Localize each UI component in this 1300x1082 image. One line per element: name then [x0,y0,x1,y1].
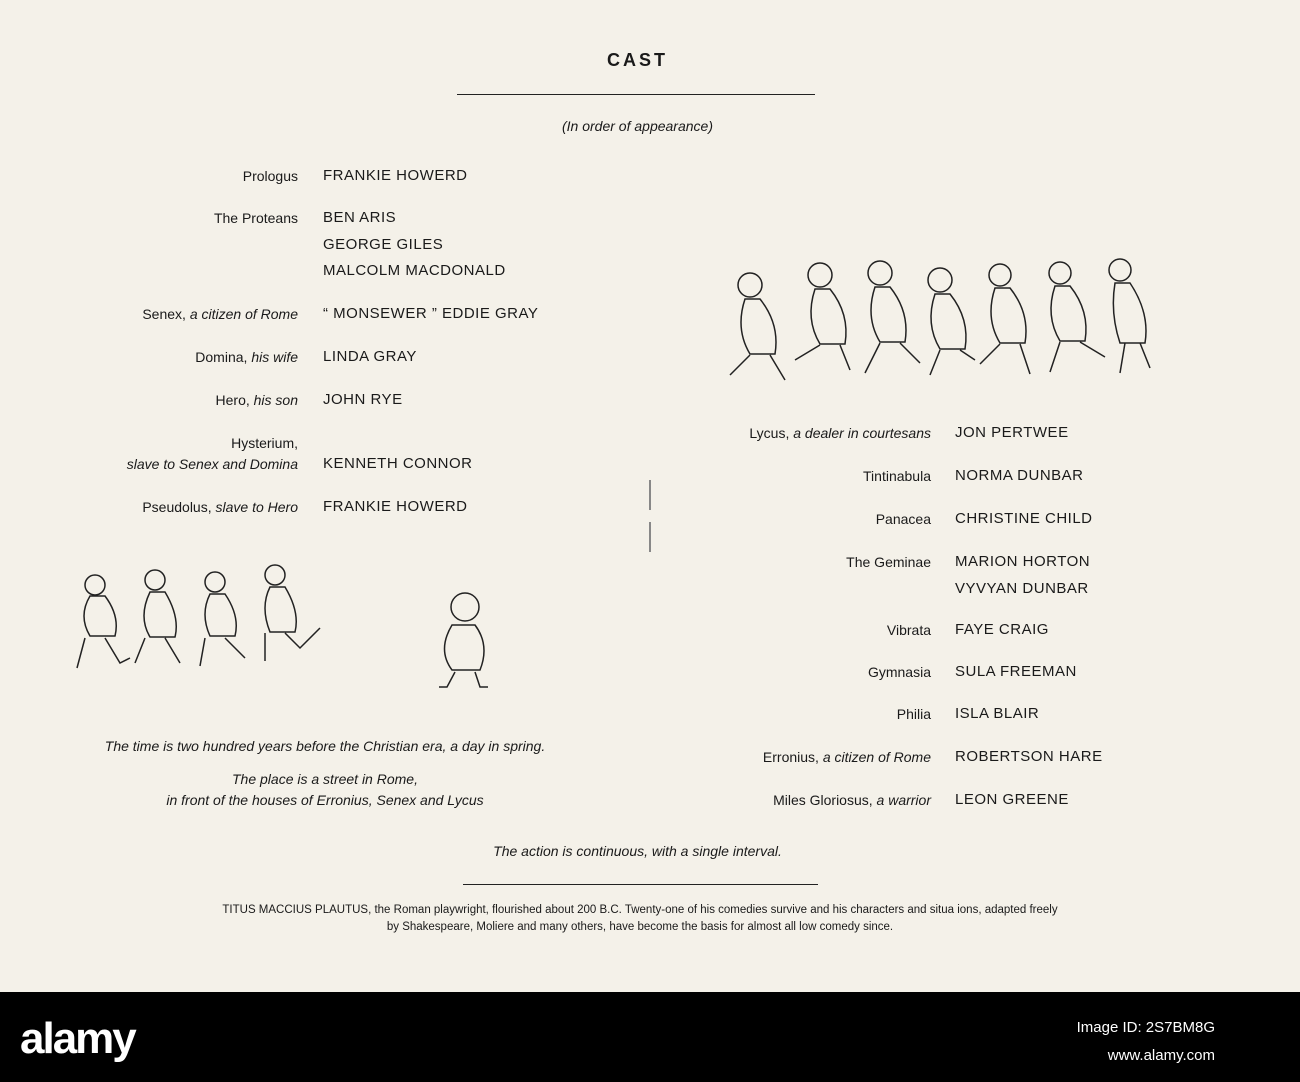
cast-role [142,497,298,518]
image-id: Image ID: 2S7BM8G [1076,1019,1215,1036]
role-name: Senex, [142,306,190,322]
actor-name: JOHN RYE [323,391,403,408]
cast-role [142,304,298,325]
role-name: Pseudolus, [142,499,216,515]
actor-name: SULA FREEMAN [955,663,1077,680]
footnote [110,902,1170,936]
role-name: The Geminae [846,554,931,570]
dancing-figures-left-illustration [70,560,330,700]
actor-name: BEN ARIS [323,209,397,226]
cast-role [763,747,931,768]
footnote-line-1: TITUS MACCIUS PLAUTUS, the Roman playwright, flourished about 200 B.C. Twenty-one of his comedies survive and his characters and situa ions, adapted freely [222,904,1058,916]
title-divider [457,94,815,95]
cast-role [195,347,298,368]
alamy-logo: alamy [20,1014,135,1063]
role-name: Hero, [215,392,254,408]
cast-role [749,423,931,444]
cast-role [846,552,931,573]
cast-role [887,620,931,641]
role-name: Vibrata [886,622,931,638]
watermark-banner [0,992,1300,1082]
cast-role [127,433,298,475]
actor-name: LEON GREENE [955,791,1069,808]
actor-name: “ MONSEWER ” EDDIE GRAY [323,305,539,322]
actor-name: FRANKIE HOWERD [323,167,468,184]
place-note-line-1: The place is a street in Rome, [232,771,418,787]
role-name: Gymnasia [867,664,931,680]
staple [649,480,651,510]
role-name: Domina, [195,349,252,365]
actor-name: CHRISTINE CHILD [955,510,1093,527]
site-url[interactable]: www.alamy.com [1107,1047,1215,1064]
actor-name: FAYE CRAIG [955,621,1049,638]
image-info [1077,1014,1215,1070]
role-name: Panacea [875,511,931,527]
actor-name: NORMA DUNBAR [955,467,1084,484]
role-name: Philia [896,706,931,722]
actor-name: JON PERTWEE [955,424,1069,441]
actor-name: ROBERTSON HARE [955,748,1103,765]
actor-name: FRANKIE HOWERD [323,498,468,515]
role-name: Tintinabula [863,468,931,484]
actor-name: VYVYAN DUNBAR [955,579,1089,597]
staple [649,522,651,552]
role-description: a citizen of Rome [189,306,298,322]
cast-role [897,704,931,725]
actor-name: KENNETH CONNOR [323,455,473,472]
footer-divider [463,884,818,885]
cast-role [876,509,931,530]
role-description: his son [253,392,298,408]
role-name: Hysterium, [231,435,298,451]
place-note-line-2: in front of the houses of Erronius, Senex and Lycus [166,792,484,808]
role-description: a warrior [876,792,931,808]
actor-name: ISLA BLAIR [955,705,1040,722]
cast-role [863,466,931,487]
footnote-line-2: by Shakespeare, Moliere and many others, have become the basis for almost all low comedy since. [386,921,894,933]
actor-name: LINDA GRAY [323,348,417,365]
actor-name: MARION HORTON [955,553,1091,570]
role-name: Prologus [242,168,298,184]
role-description: his wife [251,349,298,365]
cast-role [773,790,931,811]
action-note: The action is continuous, with a single interval. [493,843,782,859]
time-note: The time is two hundred years before the Christian era, a day in spring. [104,738,546,754]
cast-role [868,662,931,683]
page-title: CAST [607,50,668,70]
role-description: slave to Senex and Domina [126,456,298,472]
small-figure-illustration [430,585,500,695]
role-name: The Proteans [213,210,298,226]
role-name: Erronius, [762,749,823,765]
cast-role [214,208,298,229]
actor-name: GEORGE GILES [323,235,444,253]
role-description: a dealer in courtesans [793,425,931,441]
role-description: slave to Hero [215,499,298,515]
role-description: a citizen of Rome [822,749,931,765]
cast-role [243,166,298,187]
cast-role [216,390,298,411]
actor-name: MALCOLM MACDONALD [323,262,506,279]
dancing-figures-right-illustration [720,255,1180,415]
role-name: Miles Gloriosus, [773,792,877,808]
subtitle: (In order of appearance) [562,118,713,134]
role-name: Lycus, [749,425,794,441]
